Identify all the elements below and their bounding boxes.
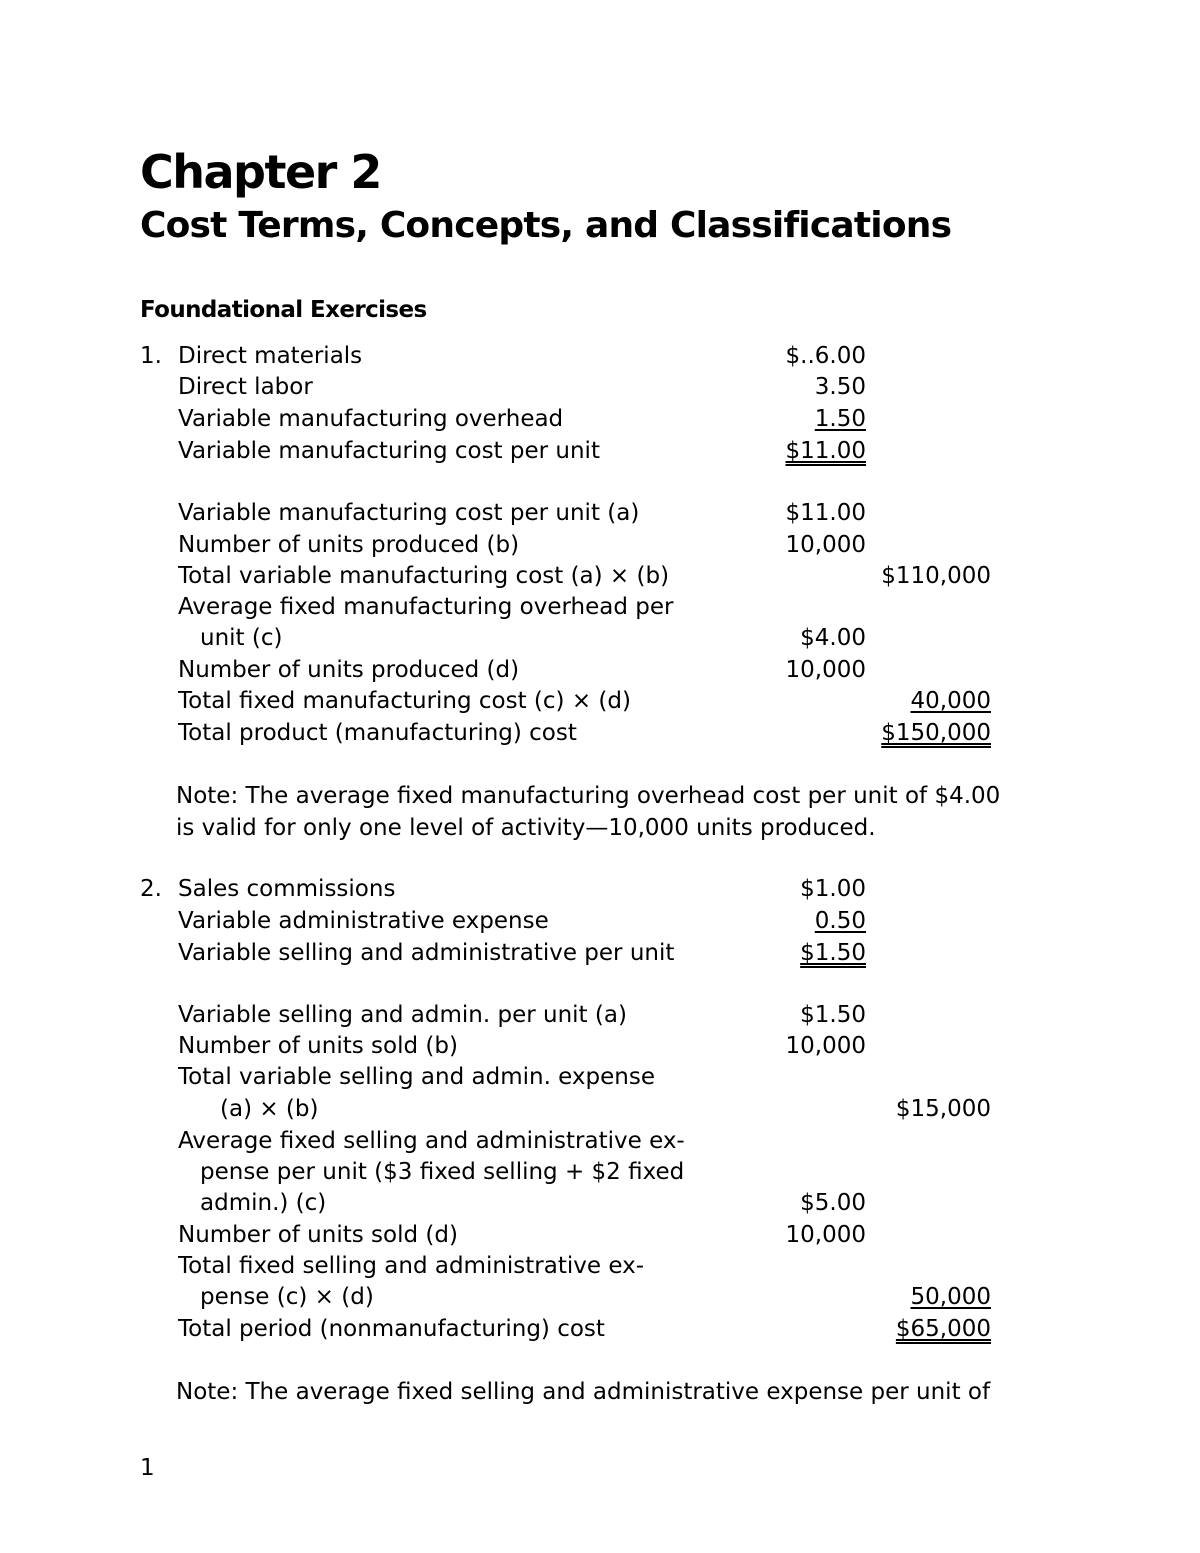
row-label: Variable manufacturing cost per unit (a) — [178, 500, 640, 526]
row-value: $11.00 — [785, 498, 866, 529]
row-value: $1.00 — [799, 874, 866, 905]
row-label: Number of units produced (b) — [178, 532, 520, 558]
ex1-total-row — [0, 530, 1200, 561]
ex1-total-row — [0, 655, 1200, 686]
row-label: Average fixed manufacturing overhead per — [178, 594, 674, 620]
ex1-total-row — [0, 561, 1200, 592]
ex1-row-variable-cost-per-unit — [0, 436, 1200, 467]
row-value: 3.50 — [814, 372, 866, 403]
ex1-total-row — [0, 498, 1200, 529]
row-label: Number of units produced (d) — [178, 657, 520, 683]
row-label: Direct materials — [178, 343, 363, 369]
row-label: pense (c) × (d) — [200, 1284, 374, 1310]
row-total: 50,000 — [910, 1284, 991, 1310]
ex2-note-line: Note: The average fixed selling and administrative expense per unit of — [176, 1379, 991, 1405]
ex1-total-row — [0, 718, 1200, 749]
ex1-note-line: Note: The average fixed manufacturing overhead cost per unit of $4.00 — [176, 783, 1001, 809]
ex1-note-line: is valid for only one level of activity—10,000 units produced. — [176, 815, 876, 841]
ex2-row-sales-commissions — [0, 874, 1200, 905]
ex2-total-row — [0, 1000, 1200, 1031]
ex2-total-row — [0, 1188, 1200, 1219]
page-number: 1 — [140, 1455, 155, 1481]
row-label: unit (c) — [200, 625, 283, 651]
row-label: Direct labor — [178, 374, 313, 400]
row-total: 40,000 — [910, 688, 991, 714]
row-total: $150,000 — [881, 720, 991, 746]
row-value: 1.50 — [814, 404, 866, 435]
ex1-total-row — [0, 686, 1200, 717]
row-label: Variable selling and admin. per unit (a) — [178, 1002, 627, 1028]
row-label: Average fixed selling and administrative ex- — [178, 1128, 685, 1154]
ex1-row-direct-labor — [0, 372, 1200, 403]
row-value: 10,000 — [785, 530, 866, 561]
ex1-row-variable-overhead — [0, 404, 1200, 435]
ex2-total-row — [0, 1282, 1200, 1313]
row-label: Total variable selling and admin. expense — [178, 1064, 656, 1090]
chapter-title: Chapter 2 — [140, 145, 381, 199]
row-label: Variable administrative expense — [178, 908, 549, 934]
ex2-total-row — [0, 1126, 1200, 1157]
row-label: Variable manufacturing cost per unit — [178, 438, 600, 464]
ex2-row-variable-sa-per-unit — [0, 938, 1200, 969]
row-total: $110,000 — [881, 563, 991, 589]
row-value: $11.00 — [785, 436, 866, 467]
row-value: 0.50 — [814, 906, 866, 937]
ex2-total-row — [0, 1157, 1200, 1188]
row-label: Total product (manufacturing) cost — [178, 720, 577, 746]
row-total: $15,000 — [895, 1096, 991, 1122]
ex2-number: 2. — [140, 876, 162, 902]
row-value: $1.50 — [799, 938, 866, 969]
row-value: 10,000 — [785, 1220, 866, 1251]
row-label: pense per unit ($3 fixed selling + $2 fixed — [200, 1159, 685, 1185]
ex2-total-row — [0, 1062, 1200, 1093]
row-label: Sales commissions — [178, 876, 396, 902]
row-label: admin.) (c) — [200, 1190, 327, 1216]
ex1-row-direct-materials — [0, 341, 1200, 372]
ex2-total-row — [0, 1094, 1200, 1125]
row-label: Number of units sold (d) — [178, 1222, 458, 1248]
row-value: $4.00 — [799, 623, 866, 654]
chapter-subtitle: Cost Terms, Concepts, and Classifications — [140, 205, 952, 246]
ex2-row-variable-admin — [0, 906, 1200, 937]
row-value: $5.00 — [799, 1188, 866, 1219]
ex2-total-row — [0, 1314, 1200, 1345]
ex1-total-row — [0, 592, 1200, 623]
row-label: Variable manufacturing overhead — [178, 406, 564, 432]
row-value: $1.50 — [799, 1000, 866, 1031]
row-value: 10,000 — [785, 1031, 866, 1062]
section-heading: Foundational Exercises — [140, 297, 427, 323]
ex2-total-row — [0, 1251, 1200, 1282]
row-label: (a) × (b) — [220, 1096, 319, 1122]
row-label: Variable selling and administrative per unit — [178, 940, 675, 966]
row-label: Total variable manufacturing cost (a) × (b) — [178, 563, 670, 589]
ex1-total-row — [0, 623, 1200, 654]
row-label: Total period (nonmanufacturing) cost — [178, 1316, 605, 1342]
row-label: Total fixed manufacturing cost (c) × (d) — [178, 688, 631, 714]
row-value: $..6.00 — [785, 341, 866, 372]
ex2-total-row — [0, 1220, 1200, 1251]
row-total: $65,000 — [895, 1316, 991, 1342]
row-label: Total fixed selling and administrative ex- — [178, 1253, 644, 1279]
row-label: Number of units sold (b) — [178, 1033, 458, 1059]
ex2-total-row — [0, 1031, 1200, 1062]
row-value: 10,000 — [785, 655, 866, 686]
ex1-number: 1. — [140, 343, 162, 369]
